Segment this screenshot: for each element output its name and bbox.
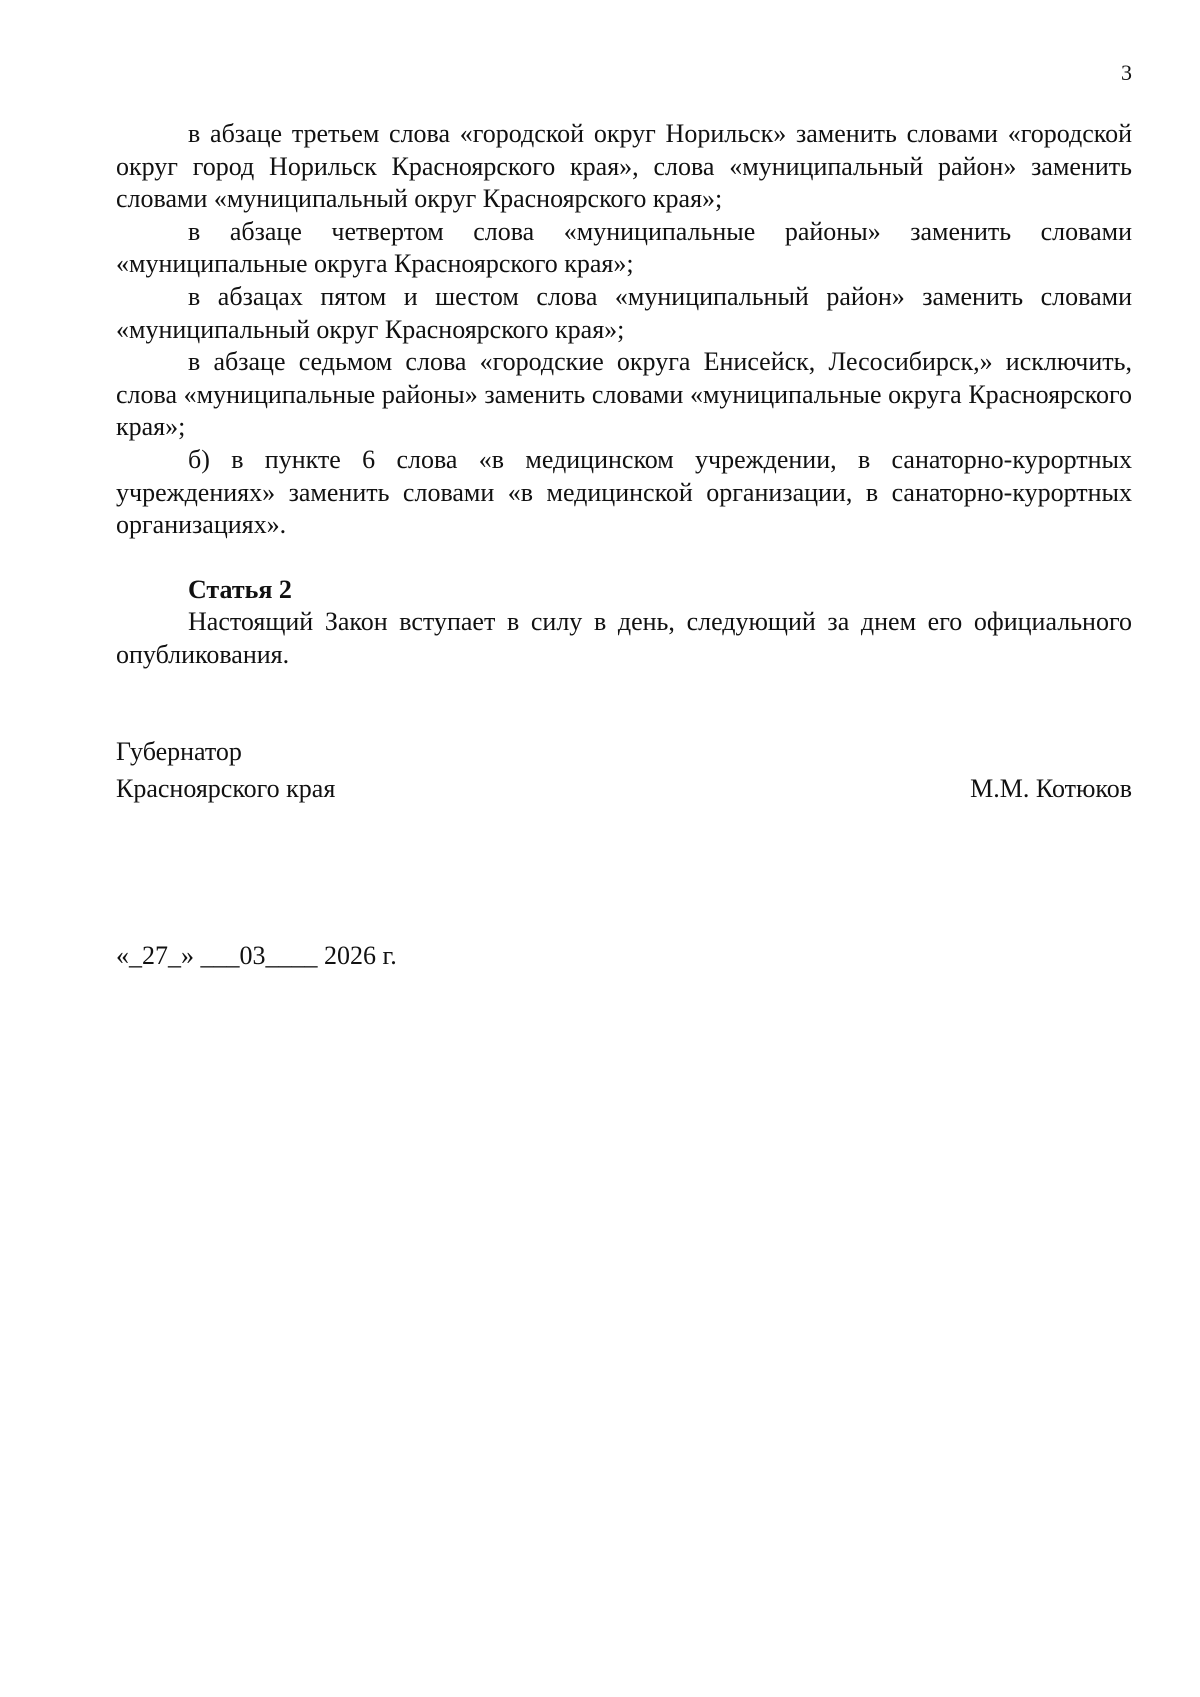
article-text: Настоящий Закон вступает в силу в день, следующий за днем его официального опубликования.: [116, 607, 1132, 669]
article-title: Статья 2: [188, 574, 292, 604]
paragraph: б) в пункте 6 слова «в медицинском учреждении, в санаторно-курортных учреждениях» заменить словами «в медицинской организации, в санаторно-курортных организациях».: [116, 444, 1132, 540]
article-2: [116, 574, 1132, 672]
paragraph: в абзаце четвертом слова «муниципальные районы» заменить словами «муниципальные округа Красноярского края»;: [116, 216, 1132, 279]
document-body: [116, 118, 1132, 672]
paragraph: в абзацах пятом и шестом слова «муниципальный район» заменить словами «муниципальный округ Красноярского края»;: [116, 281, 1132, 344]
page-number: 3: [1121, 60, 1132, 85]
signatory-position-line2: Красноярского края: [116, 774, 336, 803]
paragraph: в абзаце третьем слова «городской округ Норильск» заменить словами «городской округ город Норильск Красноярского края», слова «муниципальный район» заменить словами «муниципальный округ Красноярского края»;: [116, 119, 1132, 214]
signature-row: [116, 770, 1132, 807]
signatory-name: М.М. Котюков: [970, 774, 1132, 803]
paragraph: в абзаце седьмом слова «городские округа Енисейск, Лесосибирск,» исключить, слова «муниципальные районы» заменить словами «муниципальные округа Красноярского края»;: [116, 347, 1132, 442]
signature-block: [116, 733, 1132, 807]
signatory-position-line1: Губернатор: [116, 737, 242, 766]
signing-date: «_27_» ___03____ 2026 г.: [116, 941, 397, 970]
